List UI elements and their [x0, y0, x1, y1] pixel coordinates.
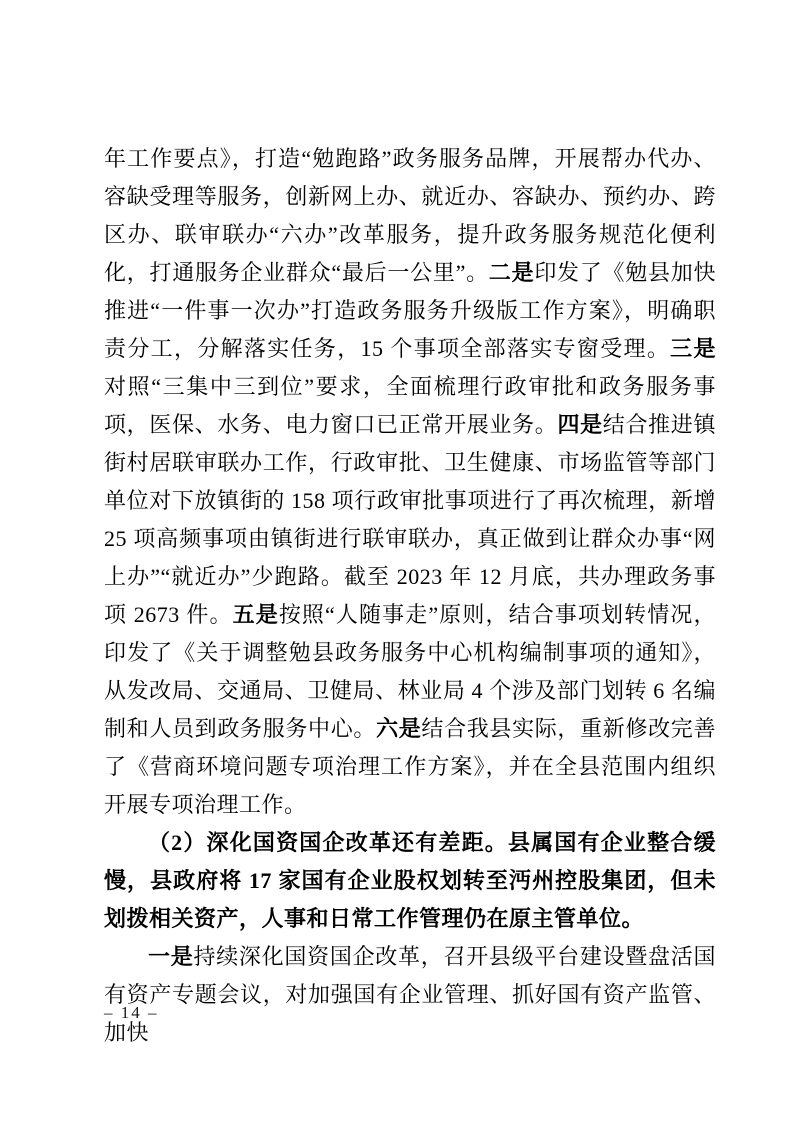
text-run: 对照“三集中三到位”要求，全面梳理行政审批和政务服务事项，医保、水务、电力窗口已正常开展业务。	[104, 374, 716, 437]
paragraph-heading-2	[104, 824, 716, 938]
paragraph-yishi	[104, 938, 716, 1052]
text-run: 按照“人随事走”原则，结合事项划转情况，印发了《关于调整勉县政务服务中心机构编制事项的通知》，从发改局、交通局、卫健局、林业局 4 个涉及部门划转 6 名编制和人员到政务服务中心。	[104, 602, 716, 741]
bold-marker-erishi: 二是	[488, 260, 535, 285]
bold-marker-sishi: 四是	[557, 412, 603, 437]
bold-marker-yishi: 一是	[148, 944, 194, 969]
text-run: 结合我县实际，重新修改完善了《营商环境问题专项治理工作方案》，并在全县范围内组织开展专项治理工作。	[104, 716, 716, 817]
text-run: 年工作要点》，打造“勉跑路”政务服务品牌，开展帮办代办、容缺受理等服务，创新网上办、就近办、容缺办、预约办、跨区办、联审联办“六办”改革服务，提升政务服务规范化便利化，打通服务企业群众“最后一公里”。	[104, 146, 716, 285]
bold-marker-wushi: 五是	[232, 602, 279, 627]
document-body	[104, 140, 716, 1052]
bold-marker-sanshi: 三是	[670, 336, 716, 361]
text-run: 持续深化国资国企改革，召开县级平台建设暨盘活国有资产专题会议，对加强国有企业管理、抓好国有资产监管、加快	[104, 944, 716, 1045]
page-number: – 14 –	[104, 1003, 159, 1022]
bold-heading-run: （2）深化国资国企改革还有差距。县属国有企业整合缓慢，县政府将 17 家国有企业股权划转至沔州控股集团，但未划拨相关资产，人事和日常工作管理仍在原主管单位。	[104, 830, 716, 931]
text-run: 印发了《勉县加快推进“一件事一次办”打造政务服务升级版工作方案》，明确职责分工，分解落实任务，15 个事项全部落实专窗受理。	[104, 260, 716, 361]
bold-marker-liushi: 六是	[376, 716, 422, 741]
text-run: 结合推进镇街村居联审联办工作，行政审批、卫生健康、市场监管等部门单位对下放镇街的 158 项行政审批事项进行了再次梳理，新增 25 项高频事项由镇街进行联审联办，真正做到让群众办事“网上办”“就近办”少跑路。截至 2023 年 12 月底，共办理政务事项 2673 件。	[104, 412, 716, 627]
paragraph-continuation	[104, 140, 716, 824]
